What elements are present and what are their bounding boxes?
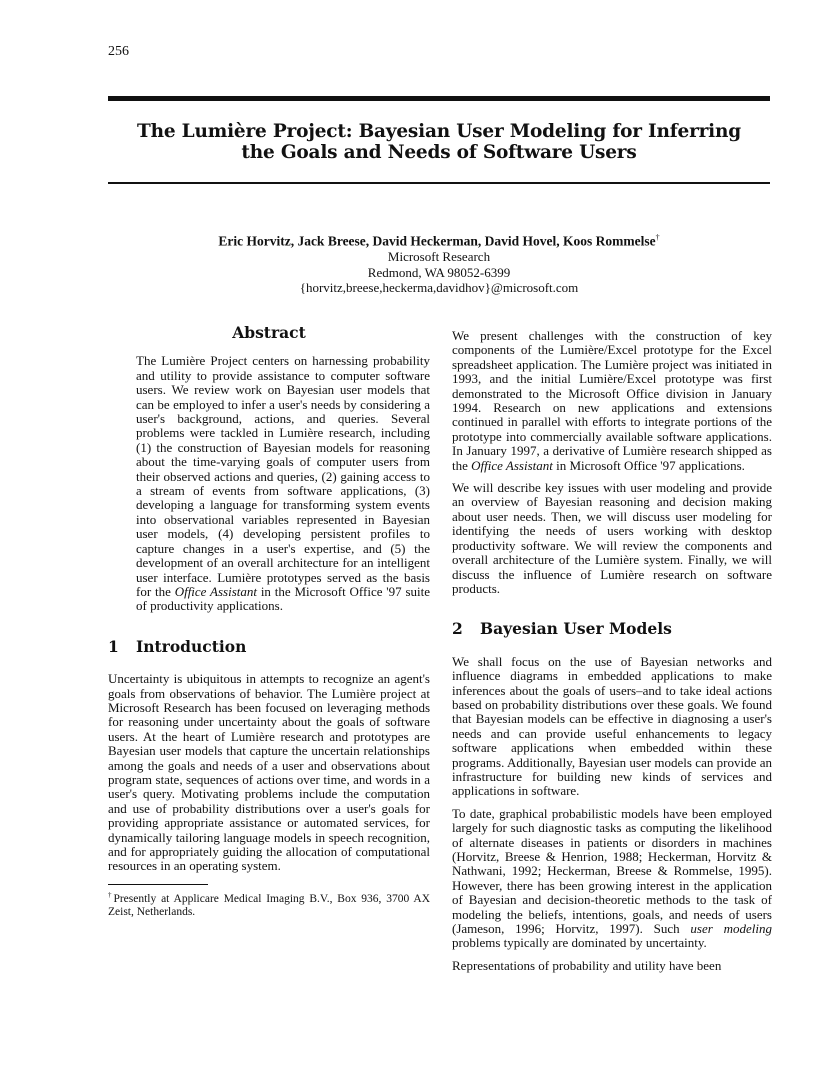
section-2-paragraph-1: We shall focus on the use of Bayesian networks and influence diagrams in embedded applications to make inferences about the goals of users–and to take ideal actions based on probability distributions over these goals. We found that Bayesian models can be effective in diagnosing a user's needs and can provide useful enhancements to legacy software applications when embedded within these programs. Additionally, Bayesian user models can provide an infrastructure for building new kinds of services and applications in software. xyxy=(452,653,772,799)
section-2-paragraph-2 xyxy=(452,807,772,951)
abstract-heading: Abstract xyxy=(232,323,306,342)
intro-p1-text-b: in Microsoft Office '97 applications. xyxy=(552,457,745,473)
section-2-number: 2 xyxy=(452,619,463,639)
s2-p2-text-a: To date, graphical probabilistic models have been employed largely for such diagnostic tasks as computing the likelihood of alternate diseases in patients or disorders in machines (Horvitz, Breese & Henrion, 1988; Heckerman, Horvitz & Nathwani, 1992; Heckerman, Breese & Rommelse, 1995). However, there has been growing interest in the application of Bayesian and decision-theoretic methods to the task of modeling the beliefs, intentions, goals, and needs of users (Jameson, 1996; Horvitz, 1997). Such xyxy=(452,805,772,937)
author-address: Redmond, WA 98052-6399 xyxy=(367,264,511,280)
section-2-title: Bayesian User Models xyxy=(480,619,672,639)
introduction-paragraph: Uncertainty is ubiquitous in attempts to recognize an agent's goals from observations of behavior. The Lumière project at Microsoft Research has been focused on leveraging methods for reasoning under uncertainty about the goals of software users. At the heart of Lumière research and prototypes are Bayesian user models that capture the uncertain relationships among the goals and needs of a user and observations about program state, sequences of actions over time, and words in a user's query. Motivating problems include the computation and use of probability distributions over a user's goals for providing appropriate assistance or automated services, for dynamically tailoring language models in speech recognition, and for appropriately guiding the allocation of computational resources in an operating system. xyxy=(108,671,430,874)
title-bottom-rule xyxy=(108,182,770,184)
section-1-title: Introduction xyxy=(136,636,247,656)
section-2-heading xyxy=(452,619,772,639)
author-names-text: Eric Horvitz, Jack Breese, David Heckerman, David Hovel, Koos Rommelse xyxy=(218,233,656,249)
title-line-1: The Lumière Project: Bayesian User Modeling for Inferring xyxy=(137,121,741,142)
author-affiliation: Microsoft Research xyxy=(387,249,491,264)
section-2-paragraph-3: Representations of probability and utility have been xyxy=(452,957,722,973)
intro-p1-text-a: We present challenges with the construction of key components of the Lumière/Excel prototype for the Excel spreadsheet application. The Lumière project was initiated in 1993, and the initial Lumière/Excel prototype was first demonstrated to the Microsoft Office division in January 1994. Research on new applications and extensions continued in parallel with efforts to integrate portions of the prototype into commercially available software applications. In January 1997, a derivative of Lumière research shipped as the xyxy=(452,328,772,473)
intro-continued-paragraph-1 xyxy=(452,329,772,473)
right-column xyxy=(452,329,772,981)
abstract-italic: Office Assistant xyxy=(174,583,257,599)
abstract-body xyxy=(108,354,430,613)
abstract-paragraph xyxy=(136,354,430,613)
section-1-number: 1 xyxy=(108,636,119,656)
abstract-text-b: in the Microsoft Office '97 suite of productivity applications. xyxy=(136,583,431,614)
footnote xyxy=(108,889,430,919)
footnote-mark: † xyxy=(108,890,114,899)
footnote-text: Presently at Applicare Medical Imaging B.V., Box 936, 3700 AX Zeist, Netherlands. xyxy=(108,892,431,918)
intro-continued-paragraph-2: We will describe key issues with user modeling and provide an overview of Bayesian reasoning and decision making about user needs. Then, we will discuss user modeling for identifying the needs of users working with desktop productivity software. We will review the components and overall architecture of the Lumière system. Finally, we will discuss the influence of Lumière research on software products. xyxy=(452,480,772,596)
author-dagger: † xyxy=(655,233,660,242)
title-top-rule xyxy=(108,96,770,101)
page-number: 256 xyxy=(108,44,129,59)
s2-p2-text-b: problems typically are dominated by uncertainty. xyxy=(452,935,707,951)
s2-p2-italic: user modeling xyxy=(690,921,772,937)
author-email: {horvitz,breese,heckerma,davidhov}@microsoft.com xyxy=(299,280,579,295)
abstract-text-a: The Lumière Project centers on harnessing probability and utility to provide assistance to computer software users. We review work on Bayesian user models that can be employed to infer a user's needs by considering a user's background, actions, and queries. Several problems were tackled in Lumière research, including (1) the construction of Bayesian models for reasoning about the time-varying goals of computer users from their observed actions and queries, (2) gaining access to a stream of events from software applications, (3) developing a language for transforming system events into observational variables represented in Bayesian user models, (4) developing persistent profiles to capture changes in a user's expertise, and (5) the development of an overall architecture for an intelligent user interface. Lumière prototypes served as the basis for the xyxy=(136,353,430,599)
section-1-heading xyxy=(108,636,430,656)
left-column xyxy=(108,323,431,919)
author-names xyxy=(108,230,770,249)
title-line-2: the Goals and Needs of Software Users xyxy=(241,142,637,163)
intro-p1-italic: Office Assistant xyxy=(471,457,553,473)
paper-title xyxy=(108,121,770,163)
author-block xyxy=(108,230,770,296)
footnote-rule xyxy=(108,884,208,885)
